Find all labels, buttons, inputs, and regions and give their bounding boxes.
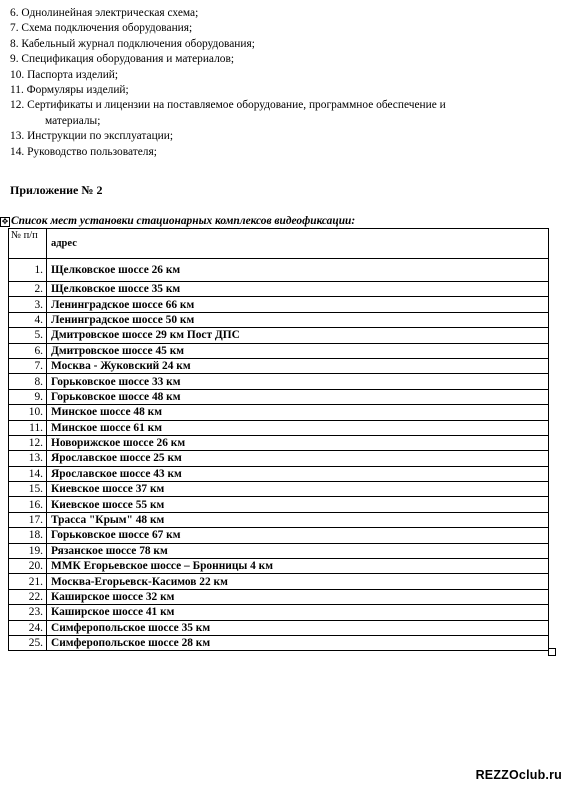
table-row — [9, 312, 549, 327]
table-move-handle-icon[interactable]: ✥ — [1, 217, 9, 226]
row-address: Симферопольское шоссе 28 км — [47, 635, 549, 650]
row-number: 2. — [9, 282, 47, 297]
table-row — [9, 466, 549, 481]
table-resize-handle[interactable] — [548, 648, 556, 656]
row-address: Дмитровское шоссе 29 км Пост ДПС — [47, 328, 549, 343]
table-row — [9, 389, 549, 404]
row-address: Ярославское шоссе 25 км — [47, 451, 549, 466]
list-item: 12. Сертификаты и лицензии на поставляемое оборудование, программное обеспечение и — [10, 99, 446, 112]
table-row — [9, 543, 549, 558]
row-number: 21. — [9, 574, 47, 589]
table-row — [9, 358, 549, 373]
table-row — [9, 420, 549, 435]
table-title: Список мест установки стационарных комплексов видеофиксации: — [11, 215, 356, 227]
list-item: 6. Однолинейная электрическая схема; — [10, 7, 199, 19]
list-item: 13. Инструкции по эксплуатации; — [10, 130, 174, 143]
table-row — [9, 620, 549, 635]
table-row — [9, 574, 549, 589]
row-address: Рязанское шоссе 78 км — [47, 543, 549, 558]
row-number: 4. — [9, 312, 47, 327]
row-number: 17. — [9, 512, 47, 527]
row-number: 18. — [9, 528, 47, 543]
appendix-heading: Приложение № 2 — [10, 183, 103, 197]
table-header-row — [9, 229, 549, 259]
row-number: 25. — [9, 635, 47, 650]
row-address: Каширское шоссе 32 км — [47, 589, 549, 604]
table-row — [9, 497, 549, 512]
table-row — [9, 559, 549, 574]
list-item: 8. Кабельный журнал подключения оборудования; — [10, 37, 255, 50]
list-item: 10. Паспорта изделий; — [10, 68, 119, 81]
row-address: Новорижское шоссе 26 км — [47, 435, 549, 450]
row-number: 8. — [9, 374, 47, 389]
row-address: Ярославское шоссе 43 км — [47, 466, 549, 481]
row-number: 23. — [9, 605, 47, 620]
table-row — [9, 374, 549, 389]
row-number: 22. — [9, 589, 47, 604]
row-number: 19. — [9, 543, 47, 558]
list-item: 11. Формуляры изделий; — [10, 84, 129, 97]
watermark-text: REZZOclub.ru — [475, 768, 562, 782]
table-row — [9, 451, 549, 466]
table-row — [9, 405, 549, 420]
list-item: 7. Схема подключения оборудования; — [10, 22, 193, 35]
table-row — [9, 435, 549, 450]
locations-table — [8, 228, 549, 651]
table-row — [9, 282, 549, 297]
row-address: Киевское шоссе 37 км — [47, 482, 549, 497]
row-address: Щелковское шоссе 26 км — [47, 259, 549, 282]
table-row — [9, 328, 549, 343]
table-row — [9, 635, 549, 650]
row-address: Москва - Жуковский 24 км — [47, 358, 549, 373]
row-address: Симферопольское шоссе 35 км — [47, 620, 549, 635]
row-address: Горьковское шоссе 67 км — [47, 528, 549, 543]
table-row — [9, 482, 549, 497]
row-address: Киевское шоссе 55 км — [47, 497, 549, 512]
row-number: 3. — [9, 297, 47, 312]
row-number: 10. — [9, 405, 47, 420]
header-addr: адрес — [47, 229, 549, 259]
row-number: 11. — [9, 420, 47, 435]
row-address: ММК Егорьевское шоссе – Бронницы 4 км — [47, 559, 549, 574]
row-address: Ленинградское шоссе 66 км — [47, 297, 549, 312]
row-number: 14. — [9, 466, 47, 481]
row-number: 1. — [9, 259, 47, 282]
row-address: Трасса "Крым" 48 км — [47, 512, 549, 527]
row-address: Каширское шоссе 41 км — [47, 605, 549, 620]
table-row — [9, 343, 549, 358]
row-number: 15. — [9, 482, 47, 497]
row-address: Горьковское шоссе 33 км — [47, 374, 549, 389]
list-item-continuation: материалы; — [45, 114, 101, 127]
row-address: Москва-Егорьевск-Касимов 22 км — [47, 574, 549, 589]
row-number: 7. — [9, 358, 47, 373]
table-row — [9, 512, 549, 527]
row-number: 5. — [9, 328, 47, 343]
row-number: 24. — [9, 620, 47, 635]
row-number: 12. — [9, 435, 47, 450]
row-address: Горьковское шоссе 48 км — [47, 389, 549, 404]
row-number: 16. — [9, 497, 47, 512]
table-row — [9, 605, 549, 620]
row-number: 6. — [9, 343, 47, 358]
document-list — [10, 6, 446, 160]
row-address: Дмитровское шоссе 45 км — [47, 343, 549, 358]
row-number: 9. — [9, 389, 47, 404]
table-row — [9, 297, 549, 312]
row-address: Щелковское шоссе 35 км — [47, 282, 549, 297]
row-address: Минское шоссе 61 км — [47, 420, 549, 435]
table-row — [9, 259, 549, 282]
row-address: Минское шоссе 48 км — [47, 405, 549, 420]
header-num: № п/п — [9, 229, 47, 259]
row-address: Ленинградское шоссе 50 км — [47, 312, 549, 327]
row-number: 20. — [9, 559, 47, 574]
list-item: 9. Спецификация оборудования и материалов; — [10, 53, 235, 66]
table-row — [9, 589, 549, 604]
row-number: 13. — [9, 451, 47, 466]
table-row — [9, 528, 549, 543]
list-item: 14. Руководство пользователя; — [10, 145, 157, 158]
